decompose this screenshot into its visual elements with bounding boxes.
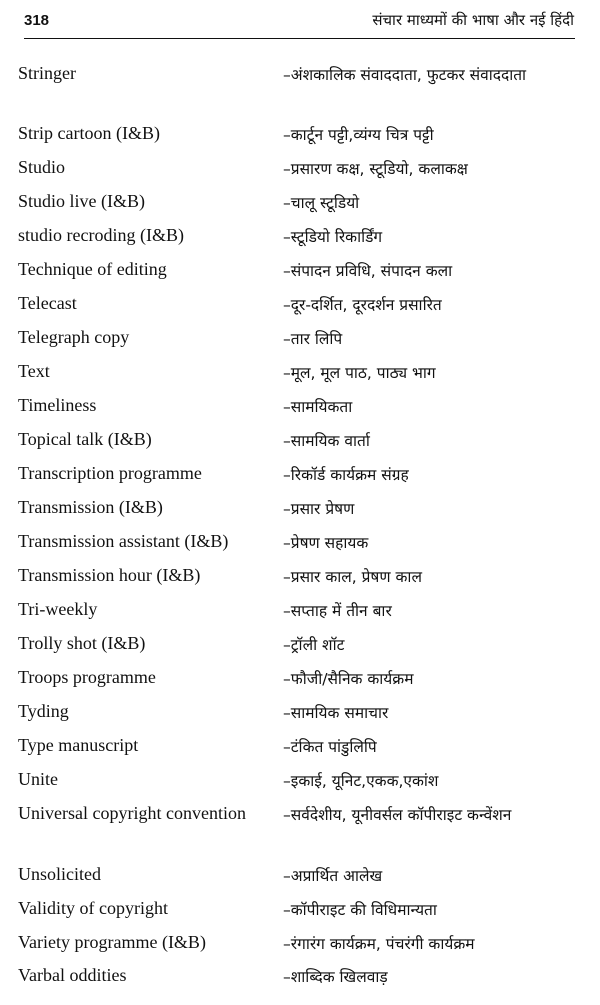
glossary-definition: –अप्रार्थित आलेख	[283, 867, 383, 885]
glossary-definition: –चालू स्टूडियो	[283, 194, 360, 212]
glossary-term: Unite	[18, 769, 58, 789]
glossary-definition: –संपादन प्रविधि, संपादन कला	[283, 262, 453, 280]
glossary-definition: –स्टूडियो रिकार्डिंग	[283, 228, 383, 246]
glossary-term: Topical talk (I&B)	[18, 429, 152, 449]
glossary-term: Studio	[18, 157, 66, 177]
glossary-definition: –कार्टून पट्टी,व्यंग्य चित्र पट्टी	[283, 126, 434, 144]
glossary-term: Tri-weekly	[18, 599, 98, 619]
glossary-term: Timeliness	[18, 395, 97, 415]
glossary-term: Validity of copyright	[18, 898, 168, 918]
glossary-definition: –तार लिपि	[283, 330, 343, 348]
glossary-term: Unsolicited	[18, 864, 101, 884]
glossary-definition: –प्रेषण सहायक	[283, 534, 369, 552]
glossary-term: Universal copyright convention	[18, 803, 246, 823]
glossary-definition: –टंकित पांडुलिपि	[283, 738, 377, 756]
glossary-term: studio recroding (I&B)	[18, 225, 184, 245]
glossary-term: Transmission assistant (I&B)	[18, 531, 229, 551]
glossary-definition: –शाब्दिक खिलवाड़	[283, 968, 388, 986]
glossary-definition: –दूर-दर्शित, दूरदर्शन प्रसारित	[283, 296, 442, 314]
glossary-definition: –मूल, मूल पाठ, पाठ्य भाग	[283, 364, 436, 382]
glossary-definition: –प्रसारण कक्ष, स्टूडियो, कलाकक्ष	[283, 160, 468, 178]
glossary-term: Transcription programme	[18, 463, 202, 483]
glossary-term: Strip cartoon (I&B)	[18, 123, 160, 143]
glossary-definition: –सामयिकता	[283, 398, 353, 416]
glossary-term: Troops programme	[18, 667, 156, 687]
page-number: 318	[24, 12, 50, 29]
glossary-definition: –प्रसार काल, प्रेषण काल	[283, 568, 422, 586]
glossary-definition: –प्रसार प्रेषण	[283, 500, 355, 518]
glossary-definition: –फौजी/सैनिक कार्यक्रम	[283, 670, 414, 688]
glossary-definition: –ट्रॉली शॉट	[283, 636, 345, 654]
glossary-term: Varbal oddities	[18, 965, 127, 985]
glossary-term: Technique of editing	[18, 259, 167, 279]
glossary-term: Text	[18, 361, 50, 381]
glossary-term: Telegraph copy	[18, 327, 130, 347]
glossary-definition: –सामयिक समाचार	[283, 704, 389, 722]
glossary-term: Telecast	[18, 293, 77, 313]
glossary-term: Transmission (I&B)	[18, 497, 163, 517]
glossary-term: Stringer	[18, 63, 76, 83]
running-title: संचार माध्यमों की भाषा और नई हिंदी	[372, 11, 574, 29]
glossary-definition: –सामयिक वार्ता	[283, 432, 370, 450]
glossary-definition: –सप्ताह में तीन बार	[283, 602, 392, 620]
glossary-term: Studio live (I&B)	[18, 191, 145, 211]
glossary-definition: –कॉपीराइट की विधिमान्यता	[283, 901, 437, 919]
glossary-definition: –सर्वदेशीय, यूनीवर्सल कॉपीराइट कन्वेंशन	[283, 806, 512, 824]
glossary-term: Trolly shot (I&B)	[18, 633, 146, 653]
glossary-term: Variety programme (I&B)	[18, 932, 206, 952]
glossary-term: Transmission hour (I&B)	[18, 565, 201, 585]
glossary-definition: –इकाई, यूनिट,एकक,एकांश	[283, 772, 439, 790]
glossary-definition: –रंगारंग कार्यक्रम, पंचरंगी कार्यक्रम	[283, 935, 475, 953]
glossary-term: Tyding	[18, 701, 69, 721]
glossary-term: Type manuscript	[18, 735, 139, 755]
glossary-definition: –रिकॉर्ड कार्यक्रम संग्रह	[283, 466, 409, 484]
glossary-definition: –अंशकालिक संवाददाता, फुटकर संवाददाता	[283, 66, 527, 84]
